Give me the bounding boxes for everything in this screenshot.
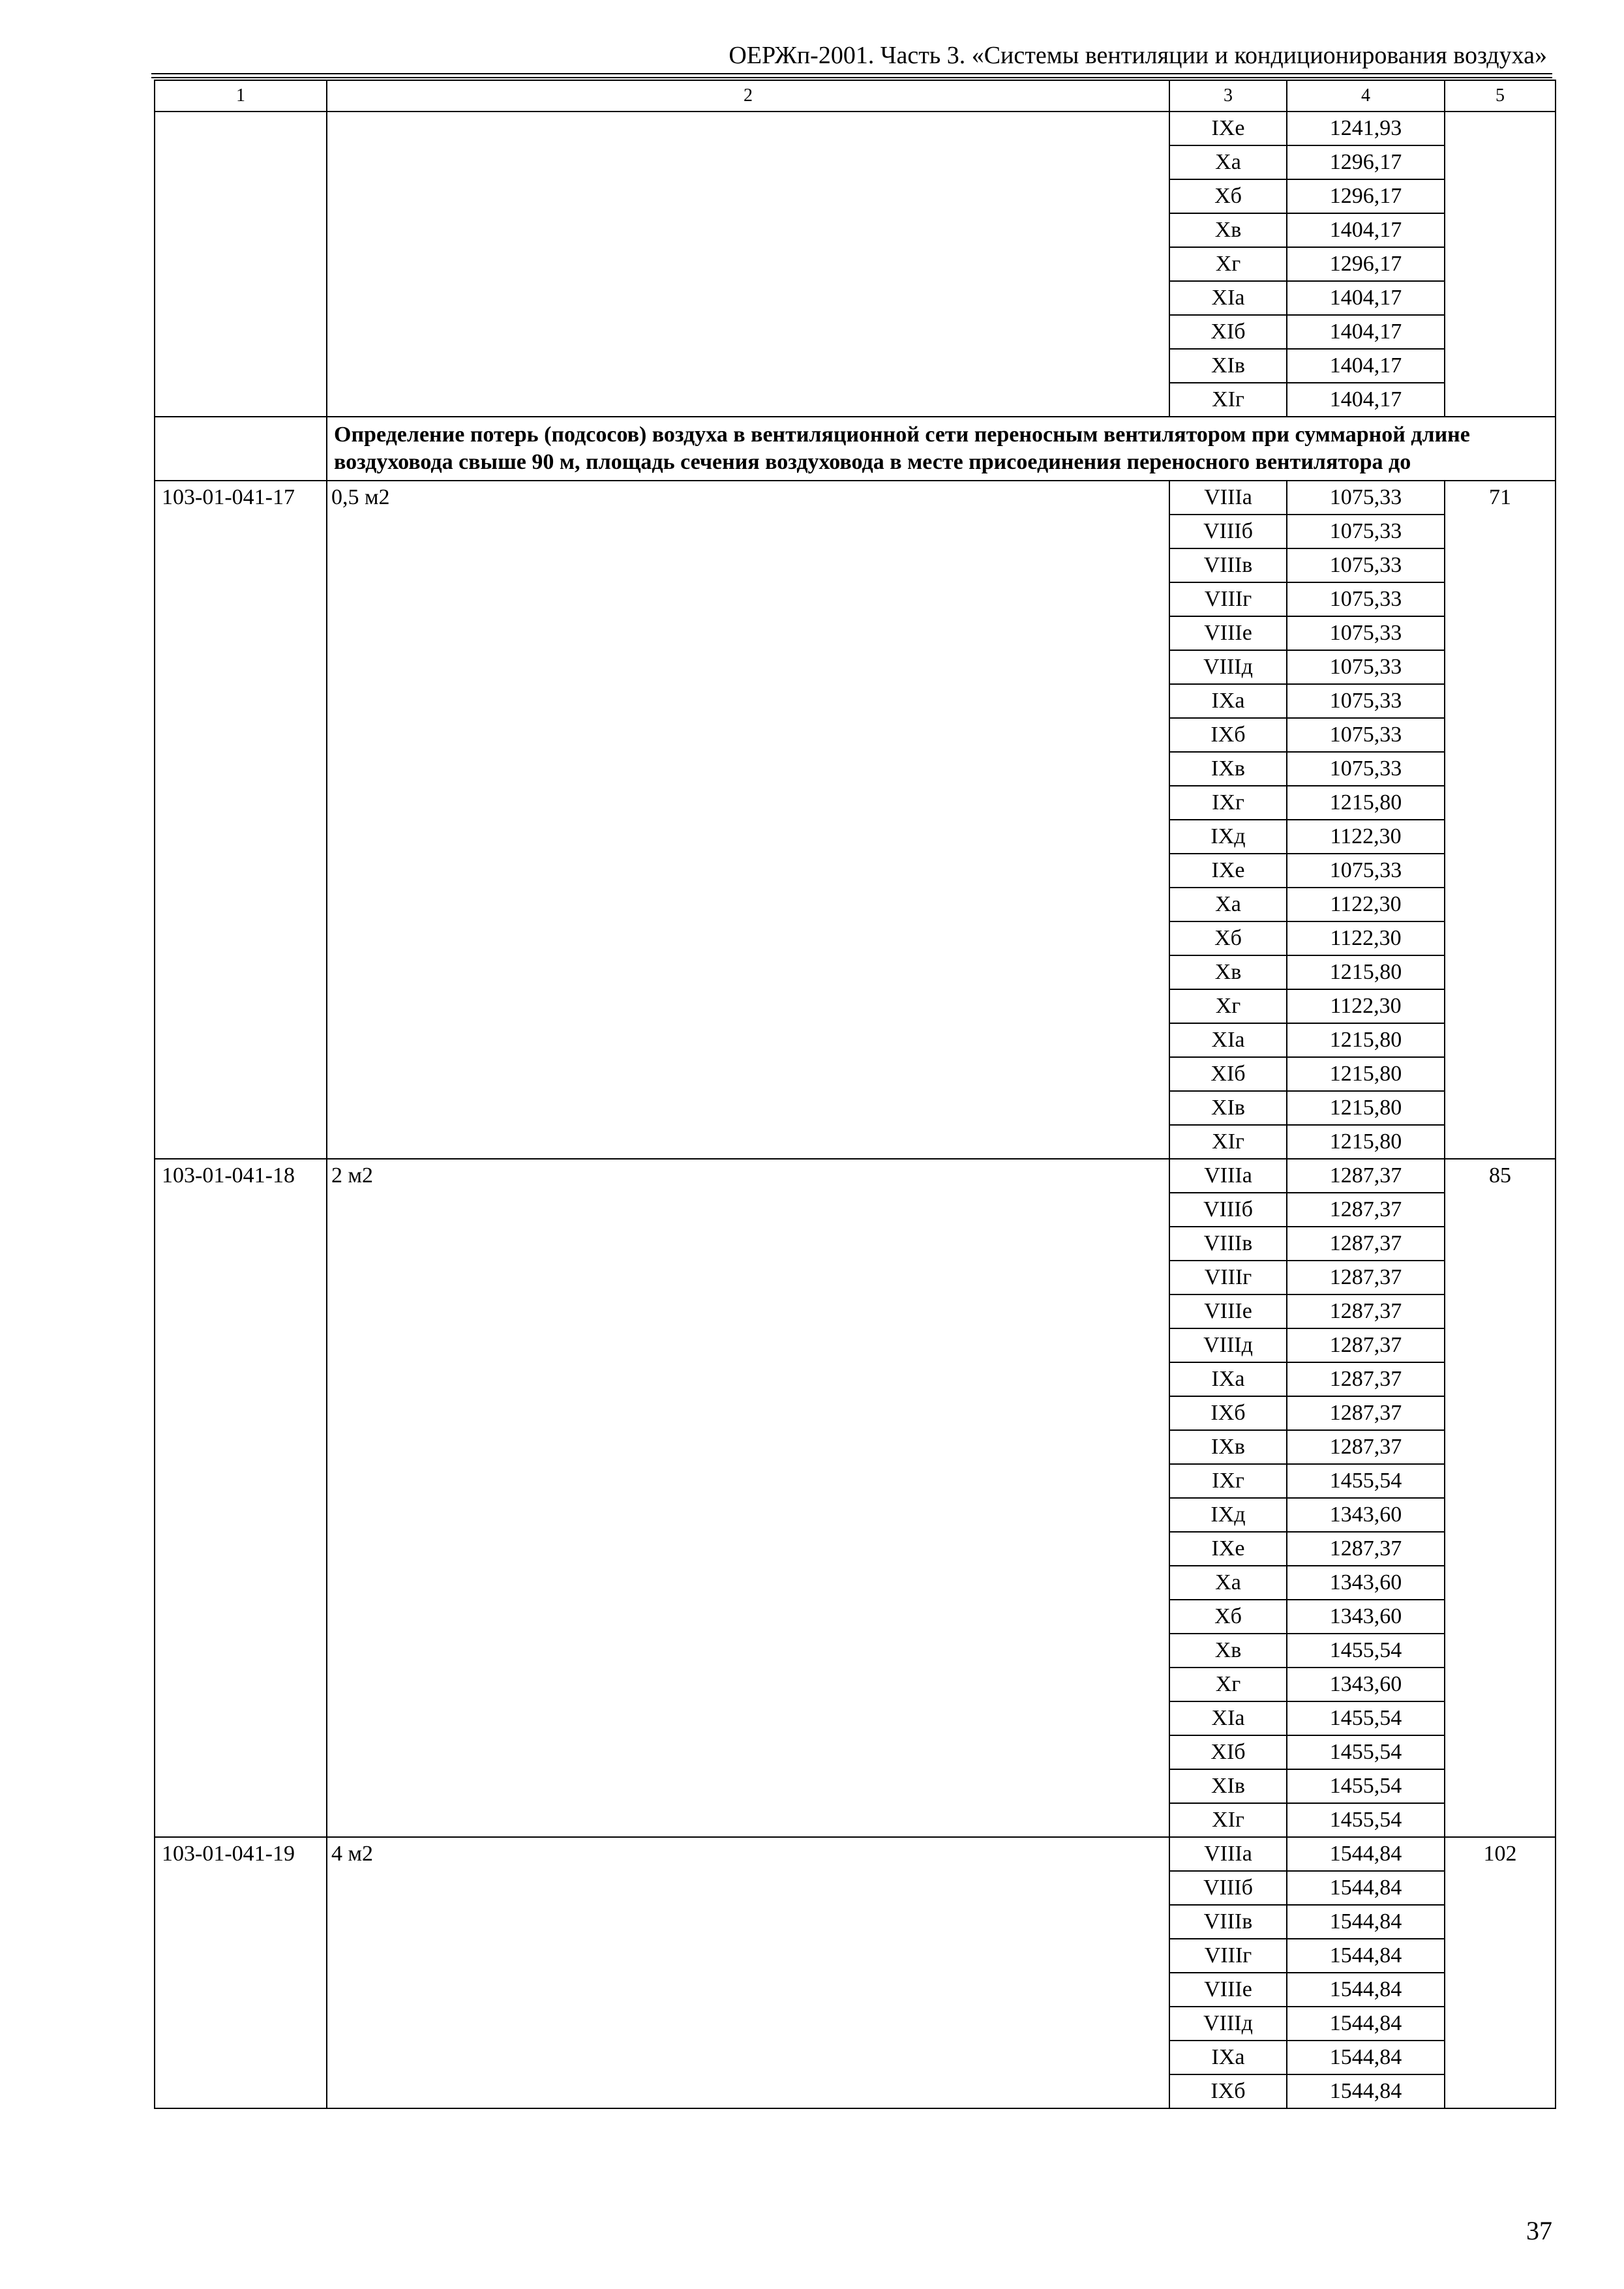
column-number: 2: [327, 80, 1169, 112]
column-number-row: [155, 80, 1556, 112]
price-cell: 1075,33: [1287, 752, 1445, 786]
price-cell: 1287,37: [1287, 1159, 1445, 1193]
zone-cell: XIв: [1169, 1091, 1287, 1125]
price-cell: 1215,80: [1287, 1091, 1445, 1125]
zone-cell: Xв: [1169, 955, 1287, 989]
table-row: [155, 1159, 1556, 1193]
zone-cell: VIIIб: [1169, 515, 1287, 548]
entry-name: 4 м2: [327, 1837, 1169, 2108]
zone-cell: VIIIе: [1169, 616, 1287, 650]
zone-cell: IXа: [1169, 684, 1287, 718]
price-cell: 1215,80: [1287, 786, 1445, 820]
zone-cell: XIб: [1169, 1057, 1287, 1091]
table-row: [155, 1837, 1556, 1871]
zone-cell: VIIIв: [1169, 548, 1287, 582]
zone-cell: VIIIб: [1169, 1193, 1287, 1227]
price-cell: 1404,17: [1287, 349, 1445, 383]
price-cell: 1287,37: [1287, 1261, 1445, 1294]
price-cell: 1075,33: [1287, 854, 1445, 888]
entry-name: 2 м2: [327, 1159, 1169, 1837]
code-cell: [155, 112, 327, 417]
price-cell: 1215,80: [1287, 1125, 1445, 1159]
zone-cell: IXа: [1169, 2041, 1287, 2074]
zone-cell: IXб: [1169, 2074, 1287, 2108]
zone-cell: IXе: [1169, 854, 1287, 888]
zone-cell: VIIIа: [1169, 1837, 1287, 1871]
column-number: 5: [1445, 80, 1556, 112]
zone-cell: XIа: [1169, 281, 1287, 315]
price-cell: 1343,60: [1287, 1600, 1445, 1634]
header-rule: [151, 73, 1552, 74]
price-cell: 1544,84: [1287, 2007, 1445, 2041]
zone-cell: IXе: [1169, 112, 1287, 145]
price-cell: 1455,54: [1287, 1769, 1445, 1803]
price-cell: 1075,33: [1287, 582, 1445, 616]
price-cell: 1215,80: [1287, 1057, 1445, 1091]
page-number: 37: [1526, 2216, 1552, 2245]
price-cell: 1455,54: [1287, 1701, 1445, 1735]
name-cell: [327, 112, 1169, 417]
price-cell: 1075,33: [1287, 684, 1445, 718]
price-cell: 1455,54: [1287, 1735, 1445, 1769]
zone-cell: Xв: [1169, 1634, 1287, 1668]
column-number: 1: [155, 80, 327, 112]
entry-value: 102: [1445, 1837, 1556, 2108]
zone-cell: XIв: [1169, 349, 1287, 383]
zone-cell: XIа: [1169, 1023, 1287, 1057]
value-cell: [1445, 112, 1556, 417]
price-cell: 1544,84: [1287, 1973, 1445, 2007]
price-cell: 1075,33: [1287, 650, 1445, 684]
zone-cell: IXд: [1169, 1498, 1287, 1532]
price-cell: 1287,37: [1287, 1294, 1445, 1328]
zone-cell: VIIIе: [1169, 1294, 1287, 1328]
section-title: Определение потерь (подсосов) воздуха в вентиляционной сети переносным вентилятором при суммарной длине воздуховода свыше 90 м, площадь сечения воздуховода в месте присоединения переносного вентилятора до: [327, 417, 1556, 481]
table-row: [155, 112, 1556, 145]
section-empty-cell: [155, 417, 327, 481]
price-cell: 1122,30: [1287, 888, 1445, 921]
price-table: [154, 80, 1556, 2109]
zone-cell: Xб: [1169, 1600, 1287, 1634]
price-cell: 1122,30: [1287, 989, 1445, 1023]
price-cell: 1215,80: [1287, 955, 1445, 989]
price-cell: 1544,84: [1287, 1939, 1445, 1973]
price-cell: 1296,17: [1287, 179, 1445, 213]
price-cell: 1215,80: [1287, 1023, 1445, 1057]
zone-cell: IXв: [1169, 752, 1287, 786]
zone-cell: Xа: [1169, 145, 1287, 179]
price-cell: 1455,54: [1287, 1634, 1445, 1668]
zone-cell: IXг: [1169, 1464, 1287, 1498]
price-cell: 1287,37: [1287, 1396, 1445, 1430]
zone-cell: Xб: [1169, 921, 1287, 955]
price-cell: 1455,54: [1287, 1803, 1445, 1837]
zone-cell: XIб: [1169, 315, 1287, 349]
zone-cell: Xа: [1169, 888, 1287, 921]
zone-cell: IXе: [1169, 1532, 1287, 1566]
entry-code: 103-01-041-18: [155, 1159, 327, 1837]
price-cell: 1544,84: [1287, 1837, 1445, 1871]
zone-cell: XIа: [1169, 1701, 1287, 1735]
zone-cell: XIг: [1169, 1125, 1287, 1159]
price-cell: 1287,37: [1287, 1328, 1445, 1362]
zone-cell: VIIIа: [1169, 481, 1287, 515]
zone-cell: VIIIв: [1169, 1905, 1287, 1939]
price-cell: 1343,60: [1287, 1566, 1445, 1600]
price-cell: 1343,60: [1287, 1498, 1445, 1532]
zone-cell: IXб: [1169, 1396, 1287, 1430]
column-number: 3: [1169, 80, 1287, 112]
price-cell: 1296,17: [1287, 247, 1445, 281]
entry-code: 103-01-041-19: [155, 1837, 327, 2108]
price-cell: 1544,84: [1287, 1871, 1445, 1905]
zone-cell: XIб: [1169, 1735, 1287, 1769]
price-cell: 1296,17: [1287, 145, 1445, 179]
zone-cell: Xа: [1169, 1566, 1287, 1600]
zone-cell: Xв: [1169, 213, 1287, 247]
entry-value: 85: [1445, 1159, 1556, 1837]
entry-name: 0,5 м2: [327, 481, 1169, 1159]
column-number: 4: [1287, 80, 1445, 112]
page-header: ОЕРЖп-2001. Часть 3. «Системы вентиляции и кондиционирования воздуха»: [729, 42, 1547, 69]
zone-cell: Xг: [1169, 989, 1287, 1023]
entry-code: 103-01-041-17: [155, 481, 327, 1159]
price-cell: 1404,17: [1287, 383, 1445, 417]
price-cell: 1287,37: [1287, 1193, 1445, 1227]
price-cell: 1075,33: [1287, 481, 1445, 515]
price-cell: 1287,37: [1287, 1362, 1445, 1396]
price-cell: 1241,93: [1287, 112, 1445, 145]
zone-cell: IXв: [1169, 1430, 1287, 1464]
price-cell: 1075,33: [1287, 515, 1445, 548]
section-row: [155, 417, 1556, 481]
price-cell: 1404,17: [1287, 315, 1445, 349]
zone-cell: IXа: [1169, 1362, 1287, 1396]
price-cell: 1287,37: [1287, 1227, 1445, 1261]
zone-cell: XIг: [1169, 1803, 1287, 1837]
zone-cell: VIIIа: [1169, 1159, 1287, 1193]
zone-cell: IXг: [1169, 786, 1287, 820]
zone-cell: IXд: [1169, 820, 1287, 854]
zone-cell: Xг: [1169, 247, 1287, 281]
price-cell: 1404,17: [1287, 281, 1445, 315]
price-cell: 1544,84: [1287, 1905, 1445, 1939]
zone-cell: XIг: [1169, 383, 1287, 417]
price-cell: 1075,33: [1287, 616, 1445, 650]
price-cell: 1455,54: [1287, 1464, 1445, 1498]
zone-cell: IXб: [1169, 718, 1287, 752]
price-cell: 1122,30: [1287, 820, 1445, 854]
zone-cell: VIIIг: [1169, 1261, 1287, 1294]
price-cell: 1075,33: [1287, 548, 1445, 582]
price-cell: 1287,37: [1287, 1532, 1445, 1566]
zone-cell: Xб: [1169, 179, 1287, 213]
price-cell: 1287,37: [1287, 1430, 1445, 1464]
zone-cell: VIIIг: [1169, 1939, 1287, 1973]
price-cell: 1544,84: [1287, 2041, 1445, 2074]
zone-cell: Xг: [1169, 1668, 1287, 1701]
header-rule-double: [151, 77, 1552, 78]
zone-cell: VIIIд: [1169, 2007, 1287, 2041]
zone-cell: VIIIг: [1169, 582, 1287, 616]
price-cell: 1122,30: [1287, 921, 1445, 955]
zone-cell: VIIIд: [1169, 650, 1287, 684]
zone-cell: VIIIе: [1169, 1973, 1287, 2007]
table-row: [155, 481, 1556, 515]
entry-value: 71: [1445, 481, 1556, 1159]
price-cell: 1075,33: [1287, 718, 1445, 752]
zone-cell: VIIIб: [1169, 1871, 1287, 1905]
zone-cell: VIIIд: [1169, 1328, 1287, 1362]
price-cell: 1544,84: [1287, 2074, 1445, 2108]
zone-cell: XIв: [1169, 1769, 1287, 1803]
zone-cell: VIIIв: [1169, 1227, 1287, 1261]
price-cell: 1404,17: [1287, 213, 1445, 247]
price-cell: 1343,60: [1287, 1668, 1445, 1701]
